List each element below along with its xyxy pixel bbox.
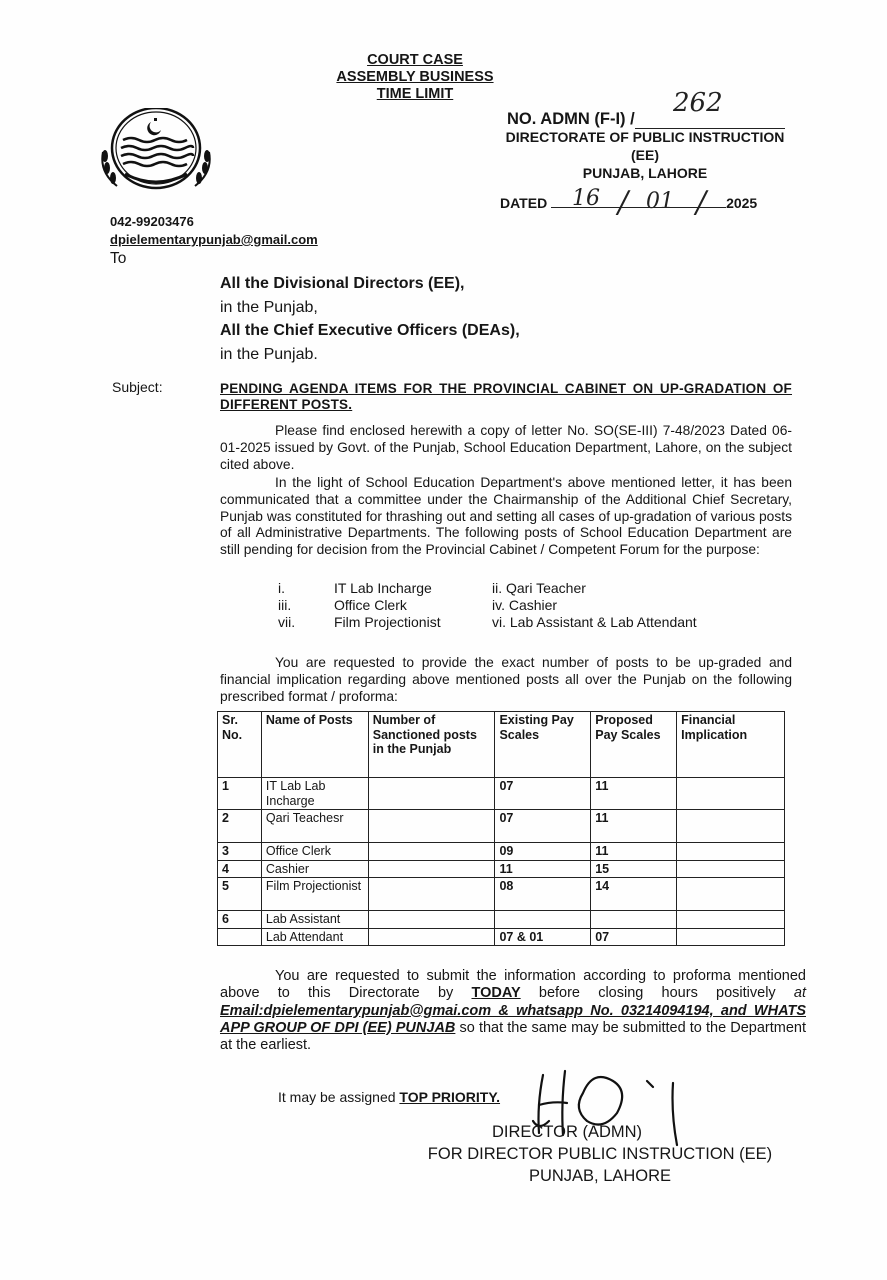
closing-at: at <box>793 985 806 1002</box>
cell-financial <box>677 878 785 911</box>
table-row <box>218 778 785 810</box>
contact-info <box>110 213 318 249</box>
cell-name: Lab Attendant <box>261 928 368 946</box>
col-header-name: Name of Posts <box>261 712 368 778</box>
dated-day: 16 <box>572 186 600 211</box>
label-assembly-business: ASSEMBLY BUSINESS <box>336 69 494 85</box>
cell-existing: 08 <box>495 878 591 911</box>
post-number: vii. <box>278 614 296 630</box>
cell-number <box>368 878 495 911</box>
cell-number <box>368 810 495 843</box>
closing-today: TODAY <box>471 985 521 1002</box>
cell-existing: 09 <box>495 843 591 861</box>
signatory-title: DIRECTOR (ADMN) <box>492 1123 643 1141</box>
cell-sr: 5 <box>218 878 262 911</box>
addressee-3: All the Chief Executive Officers (DEAs), <box>220 322 520 339</box>
cell-name: Cashier <box>261 860 368 878</box>
cell-sr: 1 <box>218 778 262 810</box>
cell-proposed: 07 <box>591 928 677 946</box>
table-row <box>218 928 785 946</box>
dated-label: DATED <box>500 195 548 211</box>
label-court-case: COURT CASE <box>367 52 463 68</box>
label-time-limit: TIME LIMIT <box>376 86 454 102</box>
cell-number <box>368 928 495 946</box>
posts-list-row <box>278 580 748 597</box>
cell-proposed: 11 <box>591 810 677 843</box>
closing-email-whatsapp: Email:dpielementarypunjab@gmai.com & whatsapp No. 03214094194, and WHATS APP GROUP OF DPI (EE) PUNJAB <box>220 1002 806 1036</box>
closing-text-b: before closing hours positively <box>538 985 776 1002</box>
cell-existing: 07 <box>495 778 591 810</box>
cell-financial <box>677 928 785 946</box>
post-title: Film Projectionist <box>334 614 441 630</box>
cell-sr: 2 <box>218 810 262 843</box>
cell-proposed: 11 <box>591 778 677 810</box>
table-header-row <box>218 712 785 778</box>
closing-text-c: so that the same may be submitted to the Department at the earliest. <box>220 1019 807 1054</box>
table-row <box>218 860 785 878</box>
posts-list-row <box>278 614 748 631</box>
col-header-proposed: Proposed Pay Scales <box>591 712 677 778</box>
closing-paragraph <box>220 968 806 1054</box>
paragraph-2: In the light of School Education Department's above mentioned letter, it has been communicated that a committee under the Chairmanship of the Additional Chief Secretary, Punjab was constituted for thrashing out and setting all cases of up-gradation of various posts of all Administrative Departments. The following posts of School Education Department are still pending for decision from the Provincial Cabinet / Competent Forum for the purpose: <box>220 475 792 558</box>
post-title: ii. Qari Teacher <box>492 580 586 596</box>
cell-financial <box>677 860 785 878</box>
to-label: To <box>110 250 127 267</box>
paragraph-3: You are requested to provide the exact number of posts to be up-graded and financial implication regarding above mentioned posts all over the Punjab on the following prescribed format / proforma: <box>220 655 792 704</box>
cell-number <box>368 843 495 861</box>
directorate-line-3: PUNJAB, LAHORE <box>582 165 708 181</box>
cell-number <box>368 911 495 929</box>
col-header-sr-no: Sr. No. <box>218 712 262 778</box>
post-number: iii. <box>278 597 292 613</box>
cell-existing: 07 & 01 <box>495 928 591 946</box>
cell-sr: 3 <box>218 843 262 861</box>
cell-name: Film Projectionist <box>261 878 368 911</box>
post-title: IT Lab Incharge <box>334 580 432 596</box>
proforma-table <box>217 711 785 946</box>
col-header-existing: Existing Pay Scales <box>495 712 591 778</box>
cell-existing: 11 <box>495 860 591 878</box>
cell-financial <box>677 911 785 929</box>
cell-sr <box>218 928 262 946</box>
table-row <box>218 911 785 929</box>
dated-year: 2025 <box>726 195 758 211</box>
addressee-2: in the Punjab, <box>220 298 318 316</box>
cell-name: Lab Assistant <box>261 911 368 929</box>
cell-sr: 6 <box>218 911 262 929</box>
signature-block <box>400 1121 800 1187</box>
punjab-govt-logo-icon <box>95 108 217 194</box>
subject-label: Subject: <box>112 379 163 395</box>
posts-list-row <box>278 597 748 614</box>
cell-name: IT Lab Lab Incharge <box>261 778 368 810</box>
cell-existing: 07 <box>495 810 591 843</box>
post-title: iv. Cashier <box>492 597 558 613</box>
cell-financial <box>677 843 785 861</box>
paragraph-1: Please find enclosed herewith a copy of letter No. SO(SE-III) 7-48/2023 Dated 06-01-2025 issued by Govt. of the Punjab, School Education Department, Lahore, on the subject cited above. <box>220 423 792 472</box>
priority-emphasis: TOP PRIORITY. <box>399 1089 501 1105</box>
cell-name: Qari Teachesr <box>261 810 368 843</box>
table-row <box>218 878 785 911</box>
cell-proposed <box>591 911 677 929</box>
reference-number <box>495 88 815 129</box>
phone-number: 042-99203476 <box>110 214 194 229</box>
closing-text-a: You are requested to submit the information according to proforma mentioned above to this Directorate by <box>220 968 806 1002</box>
cell-proposed: 11 <box>591 843 677 861</box>
directorate-address <box>495 128 795 182</box>
post-number: i. <box>278 580 285 596</box>
priority-line <box>278 1089 500 1105</box>
addressee-4: in the Punjab. <box>220 345 318 363</box>
table-row <box>218 843 785 861</box>
col-header-financial: Financial Implication <box>677 712 785 778</box>
addressee-1: All the Divisional Directors (EE), <box>220 275 465 292</box>
posts-list <box>278 580 748 631</box>
signatory-office: FOR DIRECTOR PUBLIC INSTRUCTION (EE) <box>427 1145 773 1163</box>
col-header-number: Number of Sanctioned posts in the Punjab <box>368 712 495 778</box>
subject-text: PENDING AGENDA ITEMS FOR THE PROVINCIAL CABINET ON UP-GRADATION OF DIFFERENT POSTS. <box>220 381 792 412</box>
cell-number <box>368 778 495 810</box>
post-title: Office Clerk <box>334 597 407 613</box>
addressees <box>220 272 520 366</box>
post-title: vi. Lab Assistant & Lab Attendant <box>492 614 697 630</box>
date-slash-1: / <box>618 185 629 220</box>
cell-number <box>368 860 495 878</box>
date-slash-2: / <box>696 185 707 220</box>
table-row <box>218 810 785 843</box>
cell-financial <box>677 778 785 810</box>
cell-financial <box>677 810 785 843</box>
ref-no-handwritten: 262 <box>673 88 723 118</box>
signatory-location: PUNJAB, LAHORE <box>528 1167 672 1185</box>
directorate-line-2: (EE) <box>631 147 659 163</box>
cell-existing <box>495 911 591 929</box>
cell-name: Office Clerk <box>261 843 368 861</box>
cell-proposed: 15 <box>591 860 677 878</box>
dated-month: 01 <box>646 189 674 214</box>
priority-text: It may be assigned <box>278 1089 396 1105</box>
ref-no-label: NO. ADMN (F-I) / <box>507 110 635 128</box>
directorate-line-1: DIRECTORATE OF PUBLIC INSTRUCTION <box>505 129 785 145</box>
cell-sr: 4 <box>218 860 262 878</box>
email-address: dpielementarypunjab@gmail.com <box>110 232 318 247</box>
header-labels <box>300 52 530 103</box>
cell-proposed: 14 <box>591 878 677 911</box>
date-field <box>500 185 800 220</box>
